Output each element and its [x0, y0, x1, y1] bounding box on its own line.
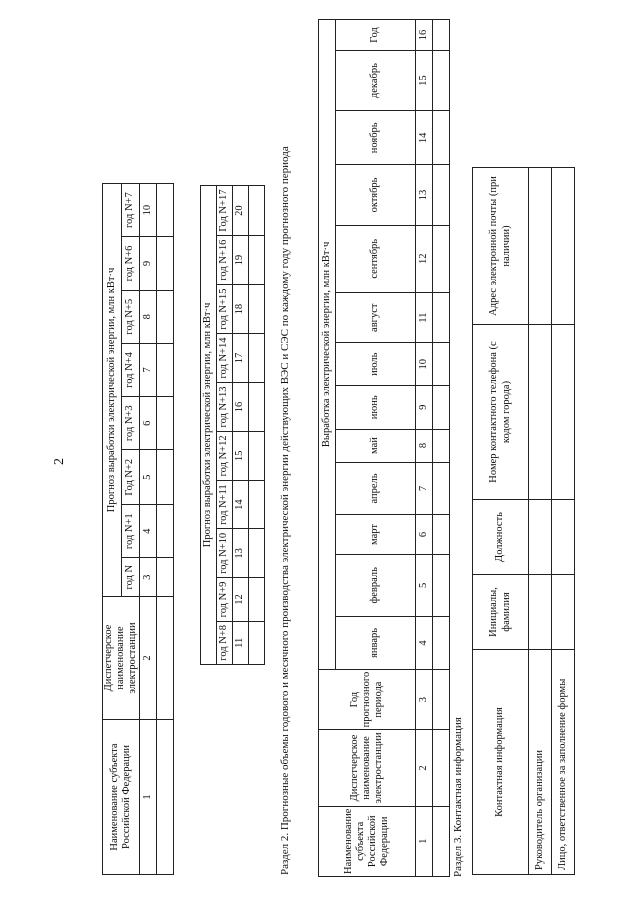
empty-cell [249, 285, 265, 334]
col-number: 13 [233, 529, 249, 578]
forecast-table [102, 183, 174, 875]
empty-cell [157, 237, 174, 290]
col-number: 10 [140, 184, 157, 237]
col-number: 7 [140, 343, 157, 396]
empty-cell [157, 397, 174, 450]
empty-cell [249, 334, 265, 383]
year-header: год N+16 [217, 236, 233, 285]
contact-header: Инициалы, фамилия [473, 575, 529, 650]
year-header: год N [121, 558, 140, 597]
page-number: 2 [52, 458, 67, 465]
contact-row-label: Руководитель организации [529, 650, 552, 875]
col-number: 15 [416, 50, 433, 110]
section3-title: Раздел 3. Контактная информация [452, 717, 464, 877]
contact-header: Адрес электронной почты (при наличии) [473, 168, 529, 325]
col-subject-header: Наименование субъекта Российской Федерации [319, 806, 416, 876]
month-header: декабрь [336, 50, 416, 110]
month-header: июль [336, 343, 416, 386]
col-number: 6 [416, 515, 433, 554]
year-header: год N+1 [121, 505, 140, 558]
year-header: Год N+17 [217, 186, 233, 236]
month-header: апрель [336, 462, 416, 515]
empty-cell [552, 325, 575, 500]
month-header: июнь [336, 386, 416, 430]
empty-cell [433, 462, 450, 515]
col-number: 9 [416, 386, 433, 430]
year-header: год N+14 [217, 334, 233, 383]
empty-cell [552, 168, 575, 325]
col-number: 14 [233, 480, 249, 529]
year-header: год N+10 [217, 529, 233, 578]
forecast-table-continued [200, 185, 265, 665]
month-header: февраль [336, 554, 416, 617]
year-header: год N+5 [121, 290, 140, 343]
empty-cell [552, 575, 575, 650]
empty-cell [529, 325, 552, 500]
col-number: 8 [140, 290, 157, 343]
month-header: январь [336, 617, 416, 670]
year-header: год N+12 [217, 431, 233, 480]
col-number: 2 [140, 597, 157, 720]
col-number: 4 [140, 505, 157, 558]
empty-cell [433, 20, 450, 51]
col-number: 16 [416, 20, 433, 51]
col-station-header: Диспетчерское наименование электростанции [319, 730, 416, 806]
empty-cell [433, 669, 450, 730]
empty-cell [249, 480, 265, 529]
col-number: 1 [140, 720, 157, 875]
empty-cell [433, 617, 450, 670]
empty-cell [433, 730, 450, 806]
year-header: год N+11 [217, 480, 233, 529]
contact-table [472, 167, 575, 875]
col-number: 11 [233, 621, 249, 664]
empty-cell [529, 500, 552, 575]
col-year-header: Год прогнозного периода [319, 669, 416, 730]
year-header: год N+9 [217, 578, 233, 621]
empty-cell [529, 575, 552, 650]
contact-header: Номер контактного телефона (с кодом города) [473, 325, 529, 500]
col-number: 20 [233, 186, 249, 236]
empty-cell [249, 578, 265, 621]
year-header: год N+6 [121, 237, 140, 290]
col-number: 2 [416, 730, 433, 806]
empty-cell [157, 720, 174, 875]
month-header: октябрь [336, 165, 416, 225]
year-header: год N+15 [217, 285, 233, 334]
contact-header: Контактная информация [473, 650, 529, 875]
empty-cell [157, 290, 174, 343]
empty-cell [249, 382, 265, 431]
empty-cell [552, 500, 575, 575]
empty-cell [433, 429, 450, 462]
contact-row-label: Лицо, ответственное за заполнение формы [552, 650, 575, 875]
col-number: 19 [233, 236, 249, 285]
empty-cell [157, 450, 174, 505]
month-header: август [336, 293, 416, 343]
col-number: 12 [233, 578, 249, 621]
col-number: 8 [416, 429, 433, 462]
year-header: год N+13 [217, 382, 233, 431]
month-header: ноябрь [336, 111, 416, 165]
col-number: 14 [416, 111, 433, 165]
empty-cell [433, 386, 450, 430]
year-header: год N+7 [121, 184, 140, 237]
year-header: год N+4 [121, 343, 140, 396]
year-total-header: Год [336, 20, 416, 51]
empty-cell [157, 184, 174, 237]
year-header: год N+8 [217, 621, 233, 664]
empty-cell [433, 343, 450, 386]
col-number: 9 [140, 237, 157, 290]
col-subject-header: Наименование субъекта Российской Федерации [103, 720, 140, 875]
empty-cell [529, 168, 552, 325]
col-number: 13 [416, 165, 433, 225]
year-header: Год N+2 [121, 450, 140, 505]
section2-title: Раздел 2. Прогнозные объемы годового и месячного производства электрической энергии действующих ВЭС и СЭС по каждому году прогнозного периода [279, 146, 291, 875]
col-number: 5 [416, 554, 433, 617]
col-number: 18 [233, 285, 249, 334]
empty-cell [433, 225, 450, 292]
empty-cell [249, 529, 265, 578]
empty-cell [433, 111, 450, 165]
col-number: 6 [140, 397, 157, 450]
empty-cell [157, 505, 174, 558]
empty-cell [433, 554, 450, 617]
empty-cell [249, 431, 265, 480]
col-number: 10 [416, 343, 433, 386]
col-number: 3 [416, 669, 433, 730]
empty-cell [433, 293, 450, 343]
month-header: март [336, 515, 416, 554]
year-header: год N+3 [121, 397, 140, 450]
col-number: 3 [140, 558, 157, 597]
contact-header: Должность [473, 500, 529, 575]
col-number: 1 [416, 806, 433, 876]
empty-cell [433, 806, 450, 876]
col-number: 16 [233, 382, 249, 431]
empty-cell [249, 186, 265, 236]
monthly-table [318, 19, 450, 877]
col-number: 15 [233, 431, 249, 480]
col-number: 5 [140, 450, 157, 505]
month-header: сентябрь [336, 225, 416, 292]
col-number: 17 [233, 334, 249, 383]
empty-cell [433, 515, 450, 554]
col-number: 7 [416, 462, 433, 515]
empty-cell [157, 597, 174, 720]
empty-cell [157, 343, 174, 396]
empty-cell [157, 558, 174, 597]
month-header: май [336, 429, 416, 462]
empty-cell [433, 50, 450, 110]
col-number: 11 [416, 293, 433, 343]
empty-cell [433, 165, 450, 225]
empty-cell [249, 236, 265, 285]
col-station-header: Диспетчерское наименование электростанции [103, 597, 140, 720]
col-number: 4 [416, 617, 433, 670]
forecast2-group-header: Прогноз выработки электрической энергии, млн кВт·ч [201, 186, 217, 665]
col-number: 12 [416, 225, 433, 292]
empty-cell [249, 621, 265, 664]
forecast-group-header: Прогноз выработки электрической энергии, млн кВт·ч [103, 184, 122, 597]
monthly-group-header: Выработка электрической энергии, млн кВт·ч [319, 20, 336, 670]
